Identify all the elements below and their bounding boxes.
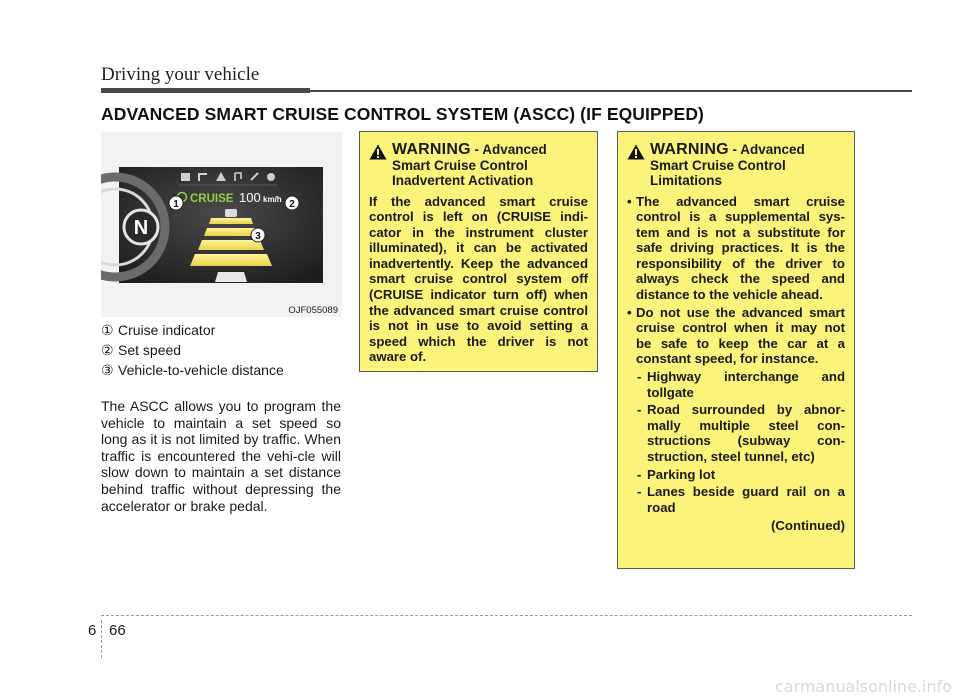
warning-title [650, 142, 845, 189]
own-vehicle-icon [215, 272, 247, 282]
legend-label: Vehicle-to-vehicle distance [118, 362, 284, 378]
bullet-text: Do not use the advanced smart cruise control when it may not be safe to keep the car at a constant speed, for instance. [636, 304, 845, 367]
bullet-dot: • [627, 304, 632, 320]
warning-word: WARNING [650, 141, 729, 158]
body-paragraph: The ASCC allows you to program the vehicle to maintain a set speed so long as it is not limited by traffic. When traffic is encountered the vehi-cle will slow down to maintain a set distance behind traffic without depressing the accelerator or brake pedal. [101, 398, 341, 514]
cluster-illustration [101, 132, 342, 302]
continued-note: (Continued) [771, 518, 845, 534]
warning-box-inadvertent-activation [359, 131, 598, 372]
warning-header [369, 142, 588, 189]
legend-item [101, 360, 341, 380]
svg-text:1: 1 [173, 199, 179, 210]
figure-legend [101, 320, 341, 380]
watermark: carmanualsonline.info [774, 677, 952, 696]
legend-item [101, 340, 341, 360]
sub-item [627, 484, 845, 515]
svg-text:3: 3 [255, 231, 261, 242]
sub-text: Highway interchange and tollgate [647, 369, 845, 400]
warning-triangle-icon [369, 144, 387, 160]
header-title: Driving your vehicle [101, 64, 260, 85]
sub-text: Lanes beside guard rail on a road [647, 484, 845, 515]
callout-2 [285, 196, 299, 210]
legend-number: ③ [101, 362, 114, 378]
cruise-indicator-text: CRUISE [190, 193, 234, 205]
bullet-dot: • [627, 193, 632, 209]
warning-text [627, 194, 845, 534]
sub-dash: - [637, 466, 642, 482]
callout-1 [169, 196, 183, 210]
set-speed-value: 100 [239, 190, 261, 205]
bullet-item [627, 194, 845, 303]
legend-label: Set speed [118, 342, 182, 358]
callout-3 [251, 228, 265, 242]
bullet-item [627, 305, 845, 367]
page-number: 66 [109, 622, 126, 639]
sub-dash: - [637, 369, 642, 385]
sub-text: Road surrounded by abnor-mally multiple steel con-structions (subway con-struction, steel tunnel, etc) [647, 402, 845, 464]
bullet-text: The advanced smart cruise control is a supplemental sys-tem and is not a substitute for safe driving practices. It is the responsibility of the driver to always check the speed and distance to the vehicle ahead. [636, 193, 845, 303]
warning-title [392, 142, 588, 189]
sub-item [627, 369, 845, 400]
figure-code: OJF055089 [288, 305, 338, 316]
warning-triangle-icon [627, 144, 645, 160]
header-rule-thick [101, 88, 310, 93]
gear-indicator: N [133, 217, 149, 239]
section-title: ADVANCED SMART CRUISE CONTROL SYSTEM (ASCC) (IF EQUIPPED) [101, 104, 704, 124]
sub-item [627, 467, 845, 483]
chapter-number: 6 [88, 622, 97, 639]
set-speed-unit: km/h [263, 195, 282, 204]
lead-vehicle-icon [225, 209, 237, 217]
sub-dash: - [637, 402, 642, 418]
sub-dash: - [637, 484, 642, 500]
warning-header [627, 142, 845, 189]
legend-number: ② [101, 342, 114, 358]
legend-item [101, 320, 341, 340]
warning-subtitle: - Advanced Smart Cruise Control Inadvertent Activation [392, 142, 547, 188]
legend-label: Cruise indicator [118, 322, 216, 338]
header-rule-thin [310, 90, 912, 92]
svg-text:2: 2 [289, 199, 295, 210]
sub-item [627, 402, 845, 464]
footer-rule [101, 615, 912, 616]
cluster-figure [101, 132, 342, 317]
warning-box-limitations [617, 131, 855, 569]
sub-text: Parking lot [647, 466, 716, 482]
legend-number: ① [101, 322, 114, 338]
warning-word: WARNING [392, 141, 471, 158]
warning-text: If the advanced smart cruise control is left on (CRUISE indi-cator in the instrument cluster illuminated), it can be activated inadvertently. Keep the advanced smart cruise control system off (CRUISE indicator turn off) when the advanced smart cruise control is not in use to avoid setting a speed which the driver is not aware of. [369, 193, 588, 365]
warning-subtitle: - Advanced Smart Cruise Control Limitations [650, 142, 805, 188]
page-divider [101, 620, 102, 658]
